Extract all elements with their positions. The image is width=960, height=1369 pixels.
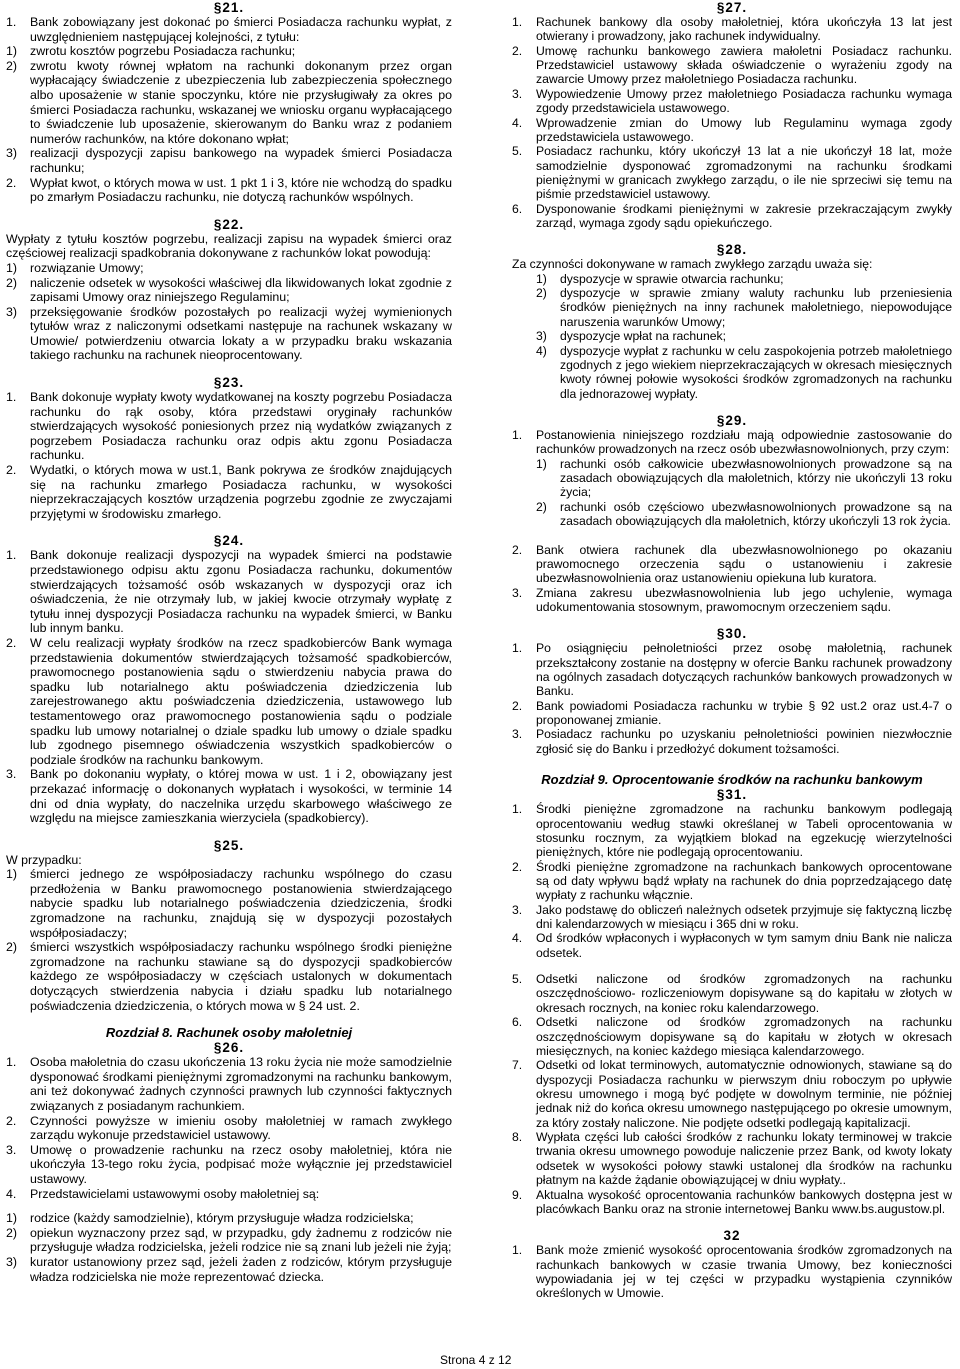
item-number: 2) <box>6 940 18 955</box>
item-number: 7. <box>512 1058 523 1073</box>
s29-item-3 <box>512 586 952 615</box>
item-text: dyspozycje wypłat z rachunku w celu zaspokojenia potrzeb małoletniego zgodnych z jego wiekiem nieprzekraczających w okresach miesięcznych kwoty równej połowie wysokości środków zgromadzonych na rachunku dla jednorazowej wypłaty. <box>560 343 952 401</box>
item-text: Od środków wpłaconych i wypłaconych w tym samym dniu Bank nie nalicza odsetek. <box>536 931 952 960</box>
item-number: 1) <box>6 260 18 275</box>
item-text: Rachunek bankowy dla osoby małoletniej, która ukończyła 13 lat jest otwierany i prowadzony, jako rachunek indywidualny. <box>536 15 952 44</box>
item-number: 1. <box>512 802 523 817</box>
s26-item-3 <box>6 1143 452 1187</box>
item-number: 2) <box>6 1225 18 1240</box>
item-number: 1) <box>6 44 18 59</box>
s30-item-3 <box>512 727 952 756</box>
s31-item-6 <box>512 1015 952 1058</box>
item-text: śmierci wszystkich współposiadaczy rachunku wspólnego środki pieniężne zgromadzone na rachunku stawiane są do dyspozycji spadkobierców każdego ze współposiadaczy w częściach ustalonych w dokumentach dotyczących stwierdzenia nabycia i działu spadku lub notarialnego poświadczenia dziedziczenia, o których mowa w § 24 ust. 2. <box>30 940 452 1013</box>
item-text: Aktualna wysokość oprocentowania rachunków bankowych dostępna jest w placówkach Banku oraz na stronie internetowej Banku www.bs.augustow.pl. <box>536 1187 952 1216</box>
s23-item-1 <box>6 390 452 463</box>
s27-item-1 <box>512 15 952 44</box>
item-number: 3) <box>6 146 18 161</box>
left-column <box>6 0 452 1284</box>
item-text: Osoba małoletnia do czasu ukończenia 13 roku życia nie może samodzielnie dysponować środkami pieniężnymi zgromadzonymi na rachunku bankowym, ani też dokonywać żadnych czynności prawnych lub czynności faktycznych związanych z posiadanym rachunkiem. <box>30 1055 452 1113</box>
s28-intro: Za czynności dokonywane w ramach zwykłego zarządu uważa się: <box>512 257 873 272</box>
item-number: 1. <box>6 390 17 405</box>
s26-point-3 <box>6 1255 452 1284</box>
s29-point-1 <box>512 457 952 500</box>
item-text: opiekun wyznaczony przez sąd, w przypadku, gdy żadnemu z rodziców nie przysługuje władza rodzicielska, jeżeli rodzice nie są znani lub jeżeli nie żyją; <box>30 1225 452 1255</box>
s26-item-1 <box>6 1055 452 1113</box>
s31-item-4 <box>512 931 952 960</box>
item-text: Odsetki od lokat terminowych, automatycznie odnowionych, stawiane są do dyspozycji Posiadacza rachunku w pierwszym dniu roboczym po upływie okresu umownego i mogą być podjęte w dowolnym terminie, nie później jednak niż do końca okresu umownego następującego po okresie umownym, za który zostały naliczone. Nie podjęte odsetki podlegają kapitalizacji. <box>536 1058 952 1130</box>
item-text: przeksięgowanie środków pozostałych po realizacji wyżej wymienionych tytułów wraz z naliczonymi odsetkami następuje na rachunek wskazany w Umowie/ potwierdzeniu otwarcia lokaty a w przypadku braku wskazania takiego rachunku na rachunek nieoprocentowany. <box>30 304 452 363</box>
item-text: Po osiągnięciu pełnoletniości przez osobę małoletnią, rachunek przekształcony zostanie na dostępny w ofercie Banku rachunek prowadzony na ogólnych zasadach dotyczących rachunków bankowych prowadzonych w Banku. <box>536 641 952 699</box>
s31-item-9 <box>512 1188 952 1217</box>
item-text: Odsetki naliczone od środków zgromadzonych na rachunku oszczędnościowo- rozliczeniowym dopisywane są do kapitału w złotych w okresach rocznych, na koniec roku kalendarzowego. <box>536 972 952 1015</box>
item-number: 2) <box>6 275 18 290</box>
s31-item-2 <box>512 860 952 903</box>
item-number: 4. <box>512 931 523 946</box>
section-21-title: §21. <box>213 0 245 15</box>
item-number: 2. <box>6 463 17 478</box>
item-text: Bank może zmienić wysokość oprocentowania środków zgromadzonych na rachunkach bankowych w czasie trwania Umowy, bez konieczności wypowiadania jej w tej części w przypadku wystąpienia czynników określonych w Umowie. <box>536 1243 952 1301</box>
item-number: 4. <box>512 115 523 130</box>
item-number: 1) <box>536 271 547 286</box>
item-text: kurator ustanowiony przez sąd, jeżeli żaden z rodziców, którym przysługuje władza rodzicielska nie może reprezentować dziecka. <box>30 1254 452 1284</box>
item-text: Bank otwiera rachunek dla ubezwłasnowolnionego po okazaniu prawomocnego orzeczenia sądu o ustanowieniu i zakresie ubezwłasnowolnienia oraz ustanowieniu opiekuna lub kuratora. <box>536 542 952 586</box>
item-text: dyspozycje wpłat na rachunek; <box>560 329 726 344</box>
page-number: Strona 4 z 12 <box>440 1353 512 1367</box>
item-text: naliczenie odsetek w wysokości właściwej dla likwidowanych lokat zgodnie z zapisami Umowy oraz niniejszego Regulaminu; <box>30 275 452 305</box>
item-number: 3. <box>6 1142 17 1157</box>
item-number: 2. <box>512 698 523 713</box>
s21-item-2 <box>6 176 452 205</box>
item-number: 1) <box>6 867 18 882</box>
item-number: 6. <box>512 201 523 216</box>
section-30-title: §30. <box>716 626 748 642</box>
item-number: 1. <box>512 427 523 442</box>
chapter-9-heading: Rozdział 9. Oprocentowanie środków na rachunku bankowym <box>541 772 923 788</box>
item-text: rachunki osób całkowicie ubezwłasnowolnionych prowadzone są na zasadach obowiązujących dla małoletnich, którzy nie ukończyli 13 roku życia; <box>560 456 952 500</box>
item-text: Przedstawicielami ustawowymi osoby małoletniej są: <box>30 1186 320 1201</box>
item-text: Środki pieniężne zgromadzone na rachunku bankowym podlegają oprocentowaniu według stawki określanej w Tabeli oprocentowania w stosunku rocznym, za wyjątkiem blokad na egzekucję wierzytelności pieniężnych, które nie podlegają oprocentowaniu. <box>536 802 952 860</box>
item-text: Czynności powyższe w imieniu osoby małoletniej w ramach zwykłego zarządu wykonuje przedstawiciel ustawowy. <box>30 1113 452 1143</box>
item-number: 1) <box>6 1211 18 1226</box>
s27-item-3 <box>512 87 952 116</box>
item-text: zwrotu kwoty równej wpłatom na rachunki dokonanym przez organ wypłacający świadczenie z ubezpieczenia lub zabezpieczenia społecznego albo uposażenie w stanie spoczynku, które nie przysługiwały za okres po śmierci Posiadacza rachunku, wskazanej we wniosku organu wypłacającego to świadczenie lub uposażenie, skierowanym do Banku wraz z podaniem numerów rachunków, na które dokonano wpłat; <box>30 58 452 146</box>
item-text: W celu realizacji wypłaty środków na rzecz spadkobierców Bank wymaga przedstawienia dokumentów stwierdzających tożsamość spadkobierców, prawomocnego postanowienia sądu o stwierdzeniu nabycia prawa do spadku lub notarialnego aktu poświadczenia dziedziczenia lub zarejestrowanego aktu poświadczenia dziedziczenia, ustawowego lub testamentowego oraz prawomocnego postanowienia sądu o podziale spadku lub umowy notarialnej o dziale spadku lub umowy o dziale spadku lub zgodnego pisemnego oświadczenia wszystkich spadkobierców o podziale środków na rachunku bankowym. <box>30 635 452 767</box>
item-number: 3. <box>512 902 523 917</box>
s21-item-1 <box>6 15 452 44</box>
s21-point-1 <box>6 44 452 59</box>
item-number: 2) <box>536 286 547 301</box>
item-number: 1. <box>512 641 523 656</box>
s28-point-1 <box>512 272 952 286</box>
item-number: 3. <box>512 86 523 101</box>
item-text: dyspozycje w sprawie otwarcia rachunku; <box>560 271 784 286</box>
item-text: Bank dokonuje realizacji dyspozycji na wypadek śmierci na podstawie przedstawionego odpisu aktu zgonu Posiadacza rachunku, dokumentów stwierdzających tożsamość osób wskazanych w dyspozycji oraz ich oświadczenia, że nie otrzymały lub, w jakiej kwocie otrzymały wypłatę z tytułu innej dyspozycji Posiadacza rachunku na wypadek śmierci, w Banku lub innym banku. <box>30 548 452 636</box>
item-text: Bank dokonuje wypłaty kwoty wydatkowanej na koszty pogrzebu Posiadacza rachunku do rąk osoby, która przedstawi oryginały rachunków stwierdzających wysokość poniesionych przez nią wydatków związanych z pogrzebem Posiadacza rachunku oraz odpis aktu zgonu Posiadacza rachunku. <box>30 390 452 463</box>
s31-item-1 <box>512 802 952 859</box>
s31-item-7 <box>512 1058 952 1130</box>
item-number: 1. <box>6 1055 17 1070</box>
s22-intro: Wypłaty z tytułu kosztów pogrzebu, realizacji zapisu na wypadek śmierci oraz częściowej realizacji spadkobrania dokonywane z rachunków lokat powodują: <box>6 231 452 261</box>
item-text: rachunki osób częściowo ubezwłasnowolnionych prowadzone są na zasadach obowiązujących dla małoletnich, którzy ukończyli 13 rok życia. <box>560 499 952 529</box>
s30-item-2 <box>512 699 952 728</box>
section-27-title: §27. <box>716 0 748 15</box>
s21-point-2 <box>6 59 452 147</box>
item-text: Jako podstawę do obliczeń należnych odsetek przyjmuje się faktyczną liczbę dni kalendarzowych w miesiącu i 365 dni w roku. <box>536 902 952 932</box>
s22-point-3 <box>6 305 452 363</box>
item-text: Wydatki, o których mowa w ust.1, Bank pokrywa ze środków znajdujących się na rachunku zmarłego Posiadacza rachunku, w wysokości nieprzekraczających kosztów urządzenia pogrzebu zgodnie ze zwyczajami przyjętymi w środowisku zmarłego. <box>30 463 452 521</box>
s23-item-2 <box>6 463 452 521</box>
item-text: Dysponowanie środkami pieniężnymi w zakresie przekraczającym zwykły zarząd, wymaga zgody sądu opiekuńczego. <box>536 201 952 231</box>
right-column <box>512 0 952 1301</box>
item-text: Wypłata części lub całości środków z rachunku lokaty terminowej w trakcie trwania okresu umownego powoduje naliczenie przez Bank, od kwoty lokaty odsetek w wysokości połowy stawki ustalonej dla środków na rachunku płatnym na każde żądanie obowiązującej w dniu wypłaty.. <box>536 1130 952 1188</box>
item-number: 3. <box>6 767 17 782</box>
item-text: rozwiązanie Umowy; <box>30 260 144 275</box>
item-text: Wypowiedzenie Umowy przez małoletniego Posiadacza rachunku wymaga zgody przedstawiciela ustawowego. <box>536 86 952 116</box>
section-22-title: §22. <box>213 216 245 232</box>
s26-item-4 <box>6 1187 452 1202</box>
item-number: 3) <box>536 329 547 344</box>
item-number: 1) <box>536 456 547 471</box>
item-text: Umowę o prowadzenie rachunku na rzecz osoby małoletniej, która nie ukończyła 13-tego roku życia, podpisać może wyłącznie jej przedstawiciel ustawowy. <box>30 1142 452 1186</box>
s29-point-2 <box>512 500 952 529</box>
item-text: Odsetki naliczone od środków zgromadzonych na rachunku oszczędnościowym dopisywane są do kapitału w złotych w okresach miesięcznych, na koniec każdego miesiąca kalendarzowego. <box>536 1015 952 1058</box>
item-text: Bank po dokonaniu wypłaty, o której mowa w ust. 1 i 2, obowiązany jest przekazać informację o dokonanych wypłatach i wysokości, w terminie 14 dni od dnia wypłaty, do naczelnika urzędu skarbowego właściwego ze względu na miejsce zamieszkania wierzyciela (spadkobiercy). <box>30 767 452 826</box>
item-number: 6. <box>512 1015 523 1030</box>
s22-point-1 <box>6 261 452 276</box>
s28-point-3 <box>512 329 952 343</box>
item-text: Zmiana zakresu ubezwłasnowolnienia lub jego uchylenie, wymaga udokumentowania stosownym, prawomocnym orzeczeniem sądu. <box>536 585 952 614</box>
item-number: 1. <box>6 15 17 29</box>
item-text: Środki pieniężne zgromadzone na rachunkach bankowych oprocentowane są od daty wpływu bądź wpłaty na rachunek do dnia poprzedzającego datę wypłaty z rachunku włącznie. <box>536 859 952 903</box>
s28-point-2 <box>512 286 952 329</box>
item-number: 3) <box>6 1254 18 1269</box>
section-32-title: 32 <box>723 1228 741 1244</box>
item-number: 2) <box>536 499 547 514</box>
item-number: 1. <box>512 15 523 29</box>
item-number: 4) <box>536 343 547 358</box>
section-25-title: §25. <box>213 837 245 853</box>
item-number: 4. <box>6 1186 17 1201</box>
item-text: Umowę rachunku bankowego zawiera małoletni Posiadacz rachunku. Przedstawiciel ustawowy składa oświadczenie o wyrażeniu zgody na zawarcie Umowy przez małoletniego Posiadacza rachunku. <box>536 43 952 87</box>
s26-point-2 <box>6 1226 452 1255</box>
item-text: dyspozycje w sprawie zmiany waluty rachunku lub przeniesienia środków pieniężnych na inny rachunek małoletniego, niepowodujące naruszenia warunków Umowy; <box>560 286 952 329</box>
s24-item-3 <box>6 767 452 825</box>
section-24-title: §24. <box>213 533 245 549</box>
s24-item-1 <box>6 548 452 636</box>
section-28-title: §28. <box>716 242 748 258</box>
section-26-title: §26. <box>213 1040 245 1056</box>
item-text: Posiadacz rachunku po uzyskaniu pełnoletniości powinien niezwłocznie zgłosić się do Banku i przedłożyć dokument tożsamości. <box>536 727 952 756</box>
s31-item-5 <box>512 972 952 1015</box>
s31-item-8 <box>512 1130 952 1187</box>
chapter-8-heading: Rozdział 8. Rachunek osoby małoletniej <box>105 1025 353 1041</box>
item-number: 2. <box>512 43 523 58</box>
item-text: rodzice (każdy samodzielnie), którym przysługuje władza rodzicielska; <box>30 1211 414 1226</box>
item-number: 2) <box>6 58 18 73</box>
item-number: 3. <box>512 585 523 600</box>
item-text: zwrotu kosztów pogrzebu Posiadacza rachunku; <box>30 44 296 59</box>
item-number: 2. <box>512 542 523 557</box>
s26-item-2 <box>6 1114 452 1143</box>
item-text: realizacji dyspozycji zapisu bankowego na wypadek śmierci Posiadacza rachunku; <box>30 146 452 175</box>
item-text: Postanowienia niniejszego rozdziału mają odpowiednie zastosowanie do rachunków prowadzonych na rzecz osób ubezwłasnowolnionych, przy czym: <box>536 427 952 457</box>
s27-item-5 <box>512 144 952 201</box>
item-number: 3. <box>512 727 523 742</box>
item-text: Posiadacz rachunku, który ukończył 13 lat a nie ukończył 18 lat, może samodzielnie dysponować zgromadzonymi na rachunku środkami pieniężnymi w granicach zwykłego zarządu, o ile nie sprzeciwi się temu na piśmie przedstawiciel ustawowy. <box>536 144 952 202</box>
s32-item-1 <box>512 1243 952 1300</box>
item-text: śmierci jednego ze współposiadaczy rachunku wspólnego do czasu przedłożenia w Banku prawomocnego postanowienia stwierdzającego nabycie spadku lub notarialnego poświadczenia dziedziczenia, środki zgromadzone na rachunku, znajdują się w dyspozycji pozostałych współposiadaczy; <box>30 867 452 940</box>
s31-item-3 <box>512 903 952 932</box>
s27-item-4 <box>512 116 952 145</box>
s21-point-3 <box>6 146 452 175</box>
s25-point-2 <box>6 940 452 1013</box>
item-number: 5. <box>512 972 523 987</box>
item-number: 2. <box>6 175 17 190</box>
item-number: 2. <box>6 635 17 650</box>
s24-item-2 <box>6 636 452 767</box>
item-number: 2. <box>6 1113 17 1128</box>
s22-point-2 <box>6 276 452 305</box>
s27-item-2 <box>512 44 952 87</box>
section-23-title: §23. <box>213 375 245 391</box>
s26-point-1 <box>6 1211 452 1226</box>
item-text: Bank powiadomi Posiadacza rachunku w trybie § 92 ust.2 oraz ust.4-7 o proponowanej zmianie. <box>536 698 952 728</box>
item-number: 5. <box>512 144 523 159</box>
section-29-title: §29. <box>716 412 748 428</box>
s30-item-1 <box>512 641 952 698</box>
s29-item-2 <box>512 543 952 586</box>
item-number: 9. <box>512 1187 523 1202</box>
item-number: 3) <box>6 304 18 319</box>
item-number: 2. <box>512 859 523 874</box>
s28-point-4 <box>512 344 952 401</box>
item-number: 8. <box>512 1130 523 1145</box>
item-number: 1. <box>6 548 17 563</box>
item-text: Wypłat kwot, o których mowa w ust. 1 pkt 1 i 3, które nie wchodzą do spadku po zmarłym Posiadaczu rachunku, nie dotyczą rachunków wspólnych. <box>30 175 452 205</box>
item-number: 1. <box>512 1243 523 1258</box>
item-text: Bank zobowiązany jest dokonać po śmierci Posiadacza rachunku wypłat, z uwzględnieniem następującej kolejności, z tytułu: <box>30 15 452 44</box>
s29-item-1 <box>512 428 952 457</box>
s25-intro: W przypadku: <box>6 852 82 867</box>
s25-point-1 <box>6 867 452 940</box>
item-text: Wprowadzenie zmian do Umowy lub Regulaminu wymaga zgody przedstawiciela ustawowego. <box>536 115 952 144</box>
section-31-title: §31. <box>716 787 748 803</box>
s27-item-6 <box>512 202 952 231</box>
